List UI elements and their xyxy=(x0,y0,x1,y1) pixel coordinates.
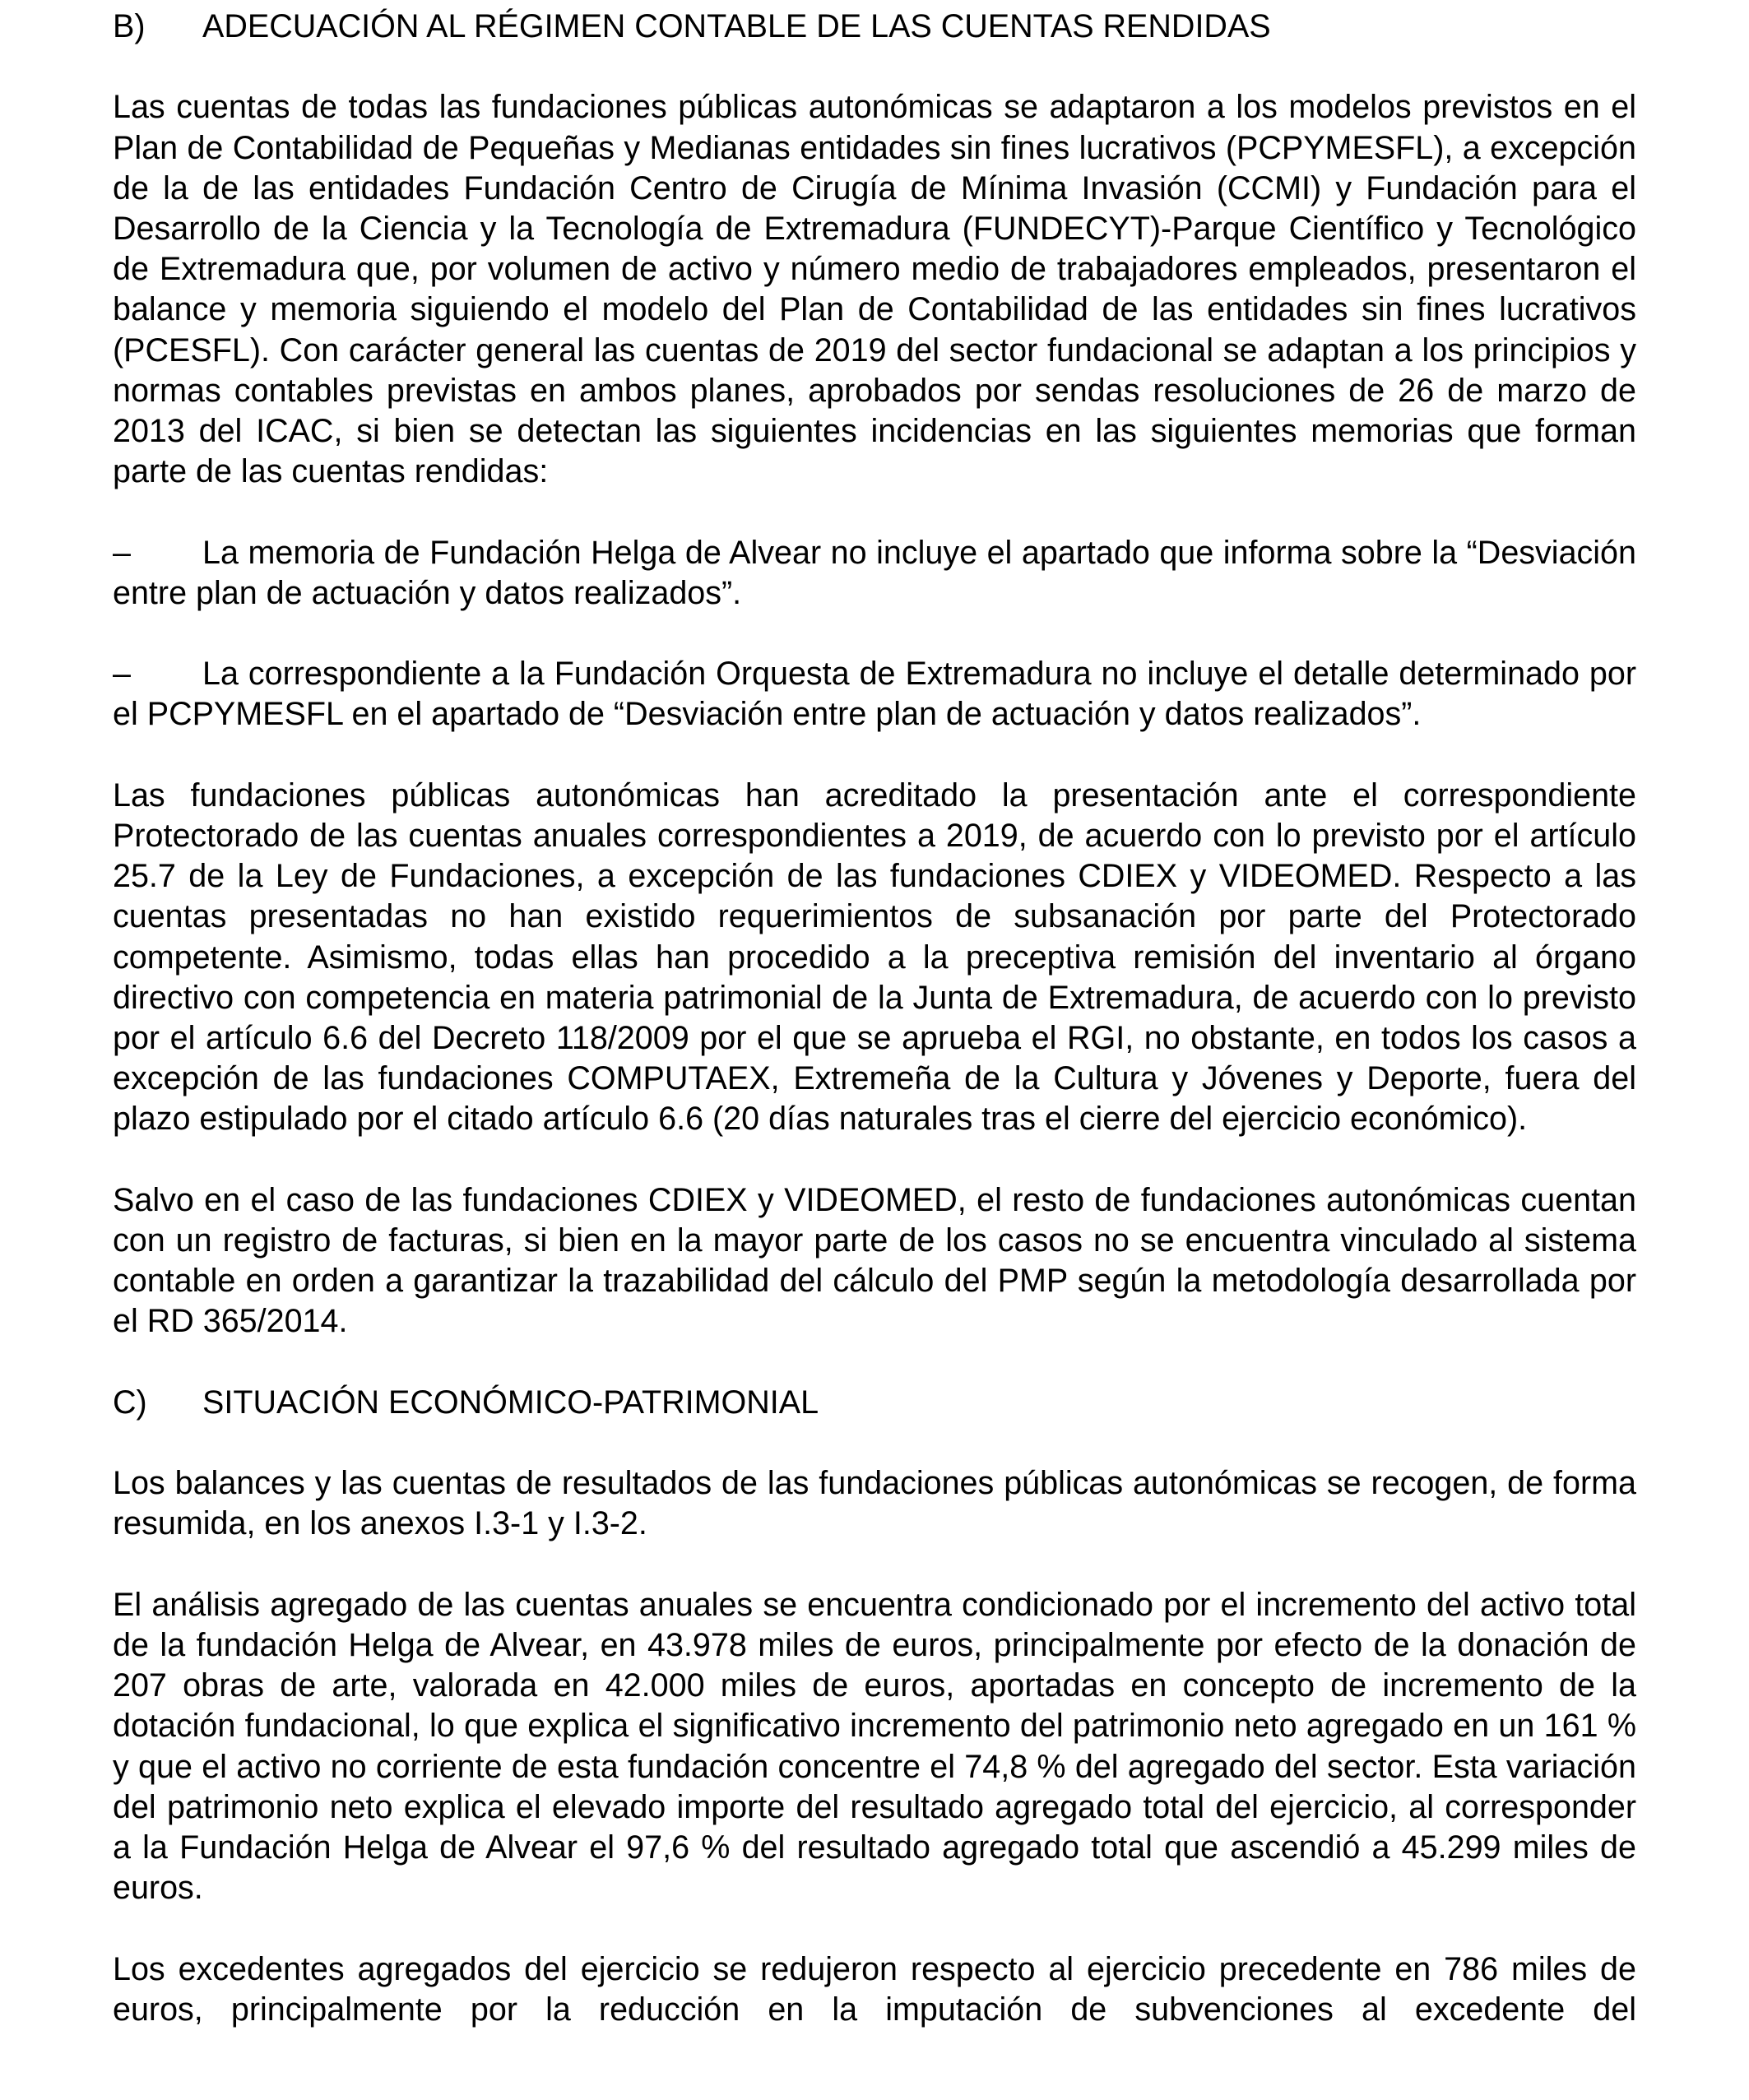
section-b-title: ADECUACIÓN AL RÉGIMEN CONTABLE DE LAS CUENTAS RENDIDAS xyxy=(202,8,1271,44)
section-c-heading xyxy=(113,1383,1636,1423)
section-c-paragraph-1: Los balances y las cuentas de resultados de las fundaciones públicas autonómicas se recogen, de forma resumida, en los anexos I.3-1 y I.3-2. xyxy=(113,1465,1636,1542)
section-b-paragraph-3: Salvo en el caso de las fundaciones CDIEX y VIDEOMED, el resto de fundaciones autonómicas cuentan con un registro de facturas, si bien en la mayor parte de los casos no se encuentra vinculado al sistema contable en orden a garantizar la trazabilidad del cálculo del PMP según la metodología desarrollada por el RD 365/2014. xyxy=(113,1181,1636,1340)
section-c-paragraph-3: Los excedentes agregados del ejercicio se redujeron respecto al ejercicio precedente en 786 miles de euros, principalmente por la reducción en la imputación de subvenciones al excedente del xyxy=(113,1950,1636,2028)
dash-marker: – xyxy=(113,656,131,693)
section-c-paragraph-2: El análisis agregado de las cuentas anuales se encuentra condicionado por el incremento del activo total de la fundación Helga de Alvear, en 43.978 miles de euros, principalmente por efecto de la donación de 207 obras de arte, valorada en 42.000 miles de euros, aportadas en concepto de incremento de la dotación fundacional, lo que explica el significativo incremento del patrimonio neto agregado en un 161 % y que el activo no corriente de esta fundación concentre el 74,8 % del agregado del sector. Esta variación del patrimonio neto explica el elevado importe del resultado agregado total del ejercicio, al corresponder a la Fundación Helga de Alvear el 97,6 % del resultado agregado total que ascendió a 45.299 miles de euros. xyxy=(113,1586,1636,1907)
section-b-paragraph-1: Las cuentas de todas las fundaciones públicas autonómicas se adaptaron a los modelos previstos en el Plan de Contabilidad de Pequeñas y Medianas entidades sin fines lucrativos (PCPYMESFL), a excepción de la de las entidades Fundación Centro de Cirugía de Mínima Invasión (CCMI) y Fundación para el Desarrollo de la Ciencia y la Tecnología de Extremadura (FUNDECYT)-Parque Científico y Tecnológico de Extremadura que, por volumen de activo y número medio de trabajadores empleados, presentaron el balance y memoria siguiendo el modelo del Plan de Contabilidad de las entidades sin fines lucrativos (PCESFL). Con carácter general las cuentas de 2019 del sector fundacional se adaptan a los principios y normas contables previstas en ambos planes, aprobados por sendas resoluciones de 26 de marzo de 2013 del ICAC, si bien se detectan las siguientes incidencias en las siguientes memorias que forman parte de las cuentas rendidas: xyxy=(113,89,1636,490)
section-c-letter: C) xyxy=(113,1384,147,1421)
section-b-letter: B) xyxy=(113,8,146,44)
document-page xyxy=(113,7,1636,2030)
bullet-text: La correspondiente a la Fundación Orquesta de Extremadura no incluye el detalle determinado por el PCPYMESFL en el apartado de “Desviación entre plan de actuación y datos realizados”. xyxy=(113,656,1636,733)
bullet-text: La memoria de Fundación Helga de Alvear no incluye el apartado que informa sobre la “Desviación entre plan de actuación y datos realizados”. xyxy=(113,534,1636,611)
section-b-heading xyxy=(113,7,1636,47)
dash-marker: – xyxy=(113,534,131,571)
bullet-item xyxy=(113,654,1636,735)
section-b-paragraph-2: Las fundaciones públicas autonómicas han acreditado la presentación ante el correspondiente Protectorado de las cuentas anuales correspondientes a 2019, de acuerdo con lo previsto por el artículo 25.7 de la Ley de Fundaciones, a excepción de las fundaciones CDIEX y VIDEOMED. Respecto a las cuentas presentadas no han existido requerimientos de subsanación por parte del Protectorado competente. Asimismo, todas ellas han procedido a la preceptiva remisión del inventario al órgano directivo con competencia en materia patrimonial de la Junta de Extremadura, de acuerdo con lo previsto por el artículo 6.6 del Decreto 118/2009 por el que se aprueba el RGI, no obstante, en todos los casos a excepción de las fundaciones COMPUTAEX, Extremeña de la Cultura y Jóvenes y Deporte, fuera del plazo estipulado por el citado artículo 6.6 (20 días naturales tras el cierre del ejercicio económico). xyxy=(113,776,1636,1138)
bullet-item xyxy=(113,533,1636,614)
section-c-title: SITUACIÓN ECONÓMICO-PATRIMONIAL xyxy=(202,1384,819,1421)
